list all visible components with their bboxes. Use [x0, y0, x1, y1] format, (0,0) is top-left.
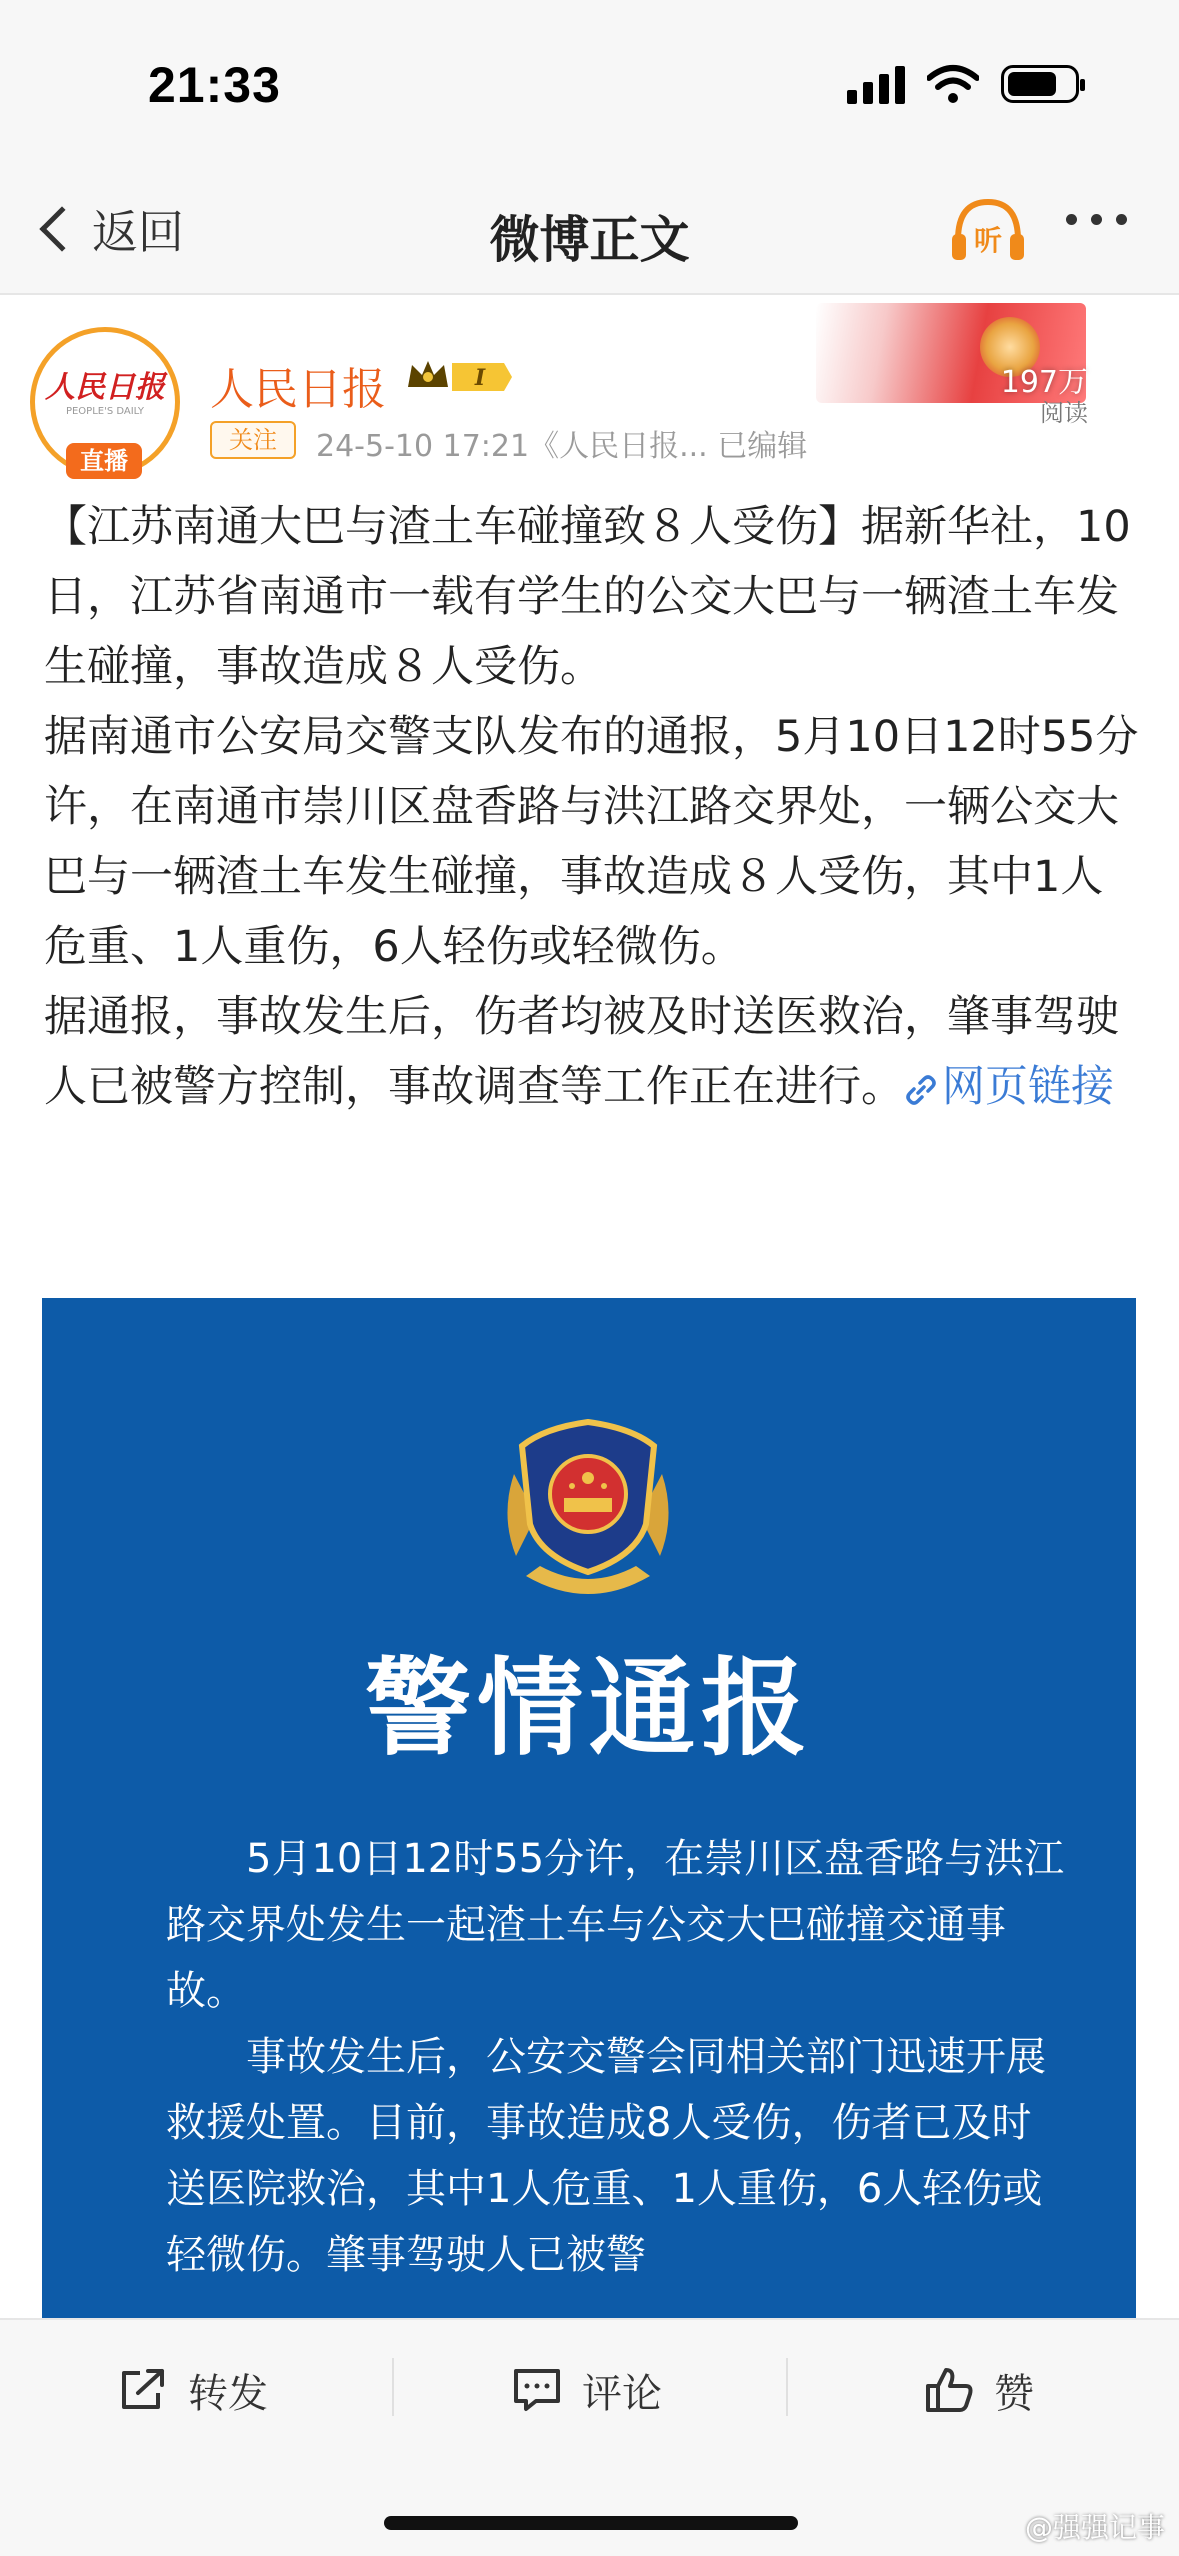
wifi-icon — [927, 64, 979, 104]
back-label: 返回 — [92, 205, 184, 259]
listen-headphones-icon[interactable] — [950, 196, 1026, 266]
status-time: 21:33 — [148, 57, 281, 113]
post-meta: 24-5-10 17:21《人民日报... 已编辑 — [316, 429, 808, 464]
watermark: @强强记事 — [1024, 2511, 1165, 2544]
bottom-toolbar — [0, 2318, 1179, 2556]
read-count: 197万 — [1000, 365, 1088, 400]
home-indicator[interactable] — [384, 2516, 798, 2530]
status-bar — [0, 0, 1179, 170]
nav-bar — [0, 170, 1179, 295]
cellular-signal-icon — [847, 64, 905, 104]
vip-crown-icon[interactable] — [404, 357, 516, 397]
repost-button[interactable] — [118, 2360, 268, 2420]
thumbs-up-icon — [924, 2366, 974, 2414]
post-body — [44, 492, 1144, 1122]
author-header — [0, 297, 1179, 475]
author-name[interactable]: 人民日报 — [210, 364, 386, 415]
post-paragraph: 【江苏南通大巴与渣土车碰撞致８人受伤】据新华社，10日，江苏省南通市一载有学生的公交大巴与一辆渣土车发生碰撞，事故造成８人受伤。 — [44, 502, 1131, 692]
repost-icon — [118, 2367, 168, 2413]
toolbar-divider — [392, 2358, 394, 2416]
more-options-icon[interactable] — [1066, 214, 1127, 225]
read-label: 阅读 — [1040, 399, 1088, 427]
avatar-logo-subtext: PEOPLE'S DAILY — [65, 406, 145, 417]
web-link-label: 网页链接 — [942, 1062, 1114, 1112]
follow-button[interactable]: 关注 — [210, 421, 296, 459]
post-paragraph-text: 据通报，事故发生后，伤者均被及时送医救治，肇事驾驶人已被警方控制，事故调查等工作正在进行。 — [44, 992, 1119, 1112]
comment-label: 评论 — [582, 2370, 662, 2417]
vip-level: I — [474, 365, 486, 391]
listen-label: 听 — [973, 224, 1003, 257]
comment-button[interactable] — [512, 2360, 662, 2420]
police-badge-icon — [496, 1416, 680, 1602]
police-notice-image[interactable] — [42, 1298, 1136, 2318]
page-title: 微博正文 — [489, 211, 690, 269]
notice-title: 警情通报 — [365, 1645, 813, 1770]
comment-icon — [512, 2367, 562, 2413]
notice-body — [166, 1826, 1066, 2288]
like-button[interactable] — [924, 2360, 1034, 2420]
avatar-logo-text: 人民日报 — [45, 370, 165, 405]
repost-label: 转发 — [188, 2370, 268, 2417]
post-paragraph: 据南通市公安局交警支队发布的通报，5月10日12时55分许，在南通市崇川区盘香路与洪江路交界处，一辆公交大巴与一辆渣土车发生碰撞，事故造成８人受伤，其中1人危重、1人重伤，6人轻伤或轻微伤。 — [44, 712, 1139, 972]
post-paragraph-last — [44, 982, 1144, 1122]
notice-paragraph: 事故发生后，公安交警会同相关部门迅速开展救援处置。目前，事故造成8人受伤，伤者已及时送医院救治，其中1人危重、1人重伤，6人轻伤或轻微伤。肇事驾驶人已被警 — [166, 2034, 1046, 2278]
link-icon — [904, 1073, 938, 1107]
battery-icon — [1001, 65, 1079, 103]
web-link[interactable] — [904, 1062, 1114, 1112]
notice-paragraph: 5月10日12时55分许，在崇川区盘香路与洪江路交界处发生一起渣土车与公交大巴碰撞交通事故。 — [166, 1836, 1065, 2014]
like-label: 赞 — [994, 2370, 1034, 2417]
toolbar-divider — [786, 2358, 788, 2416]
status-icons — [847, 64, 1079, 104]
live-badge[interactable]: 直播 — [66, 443, 142, 479]
